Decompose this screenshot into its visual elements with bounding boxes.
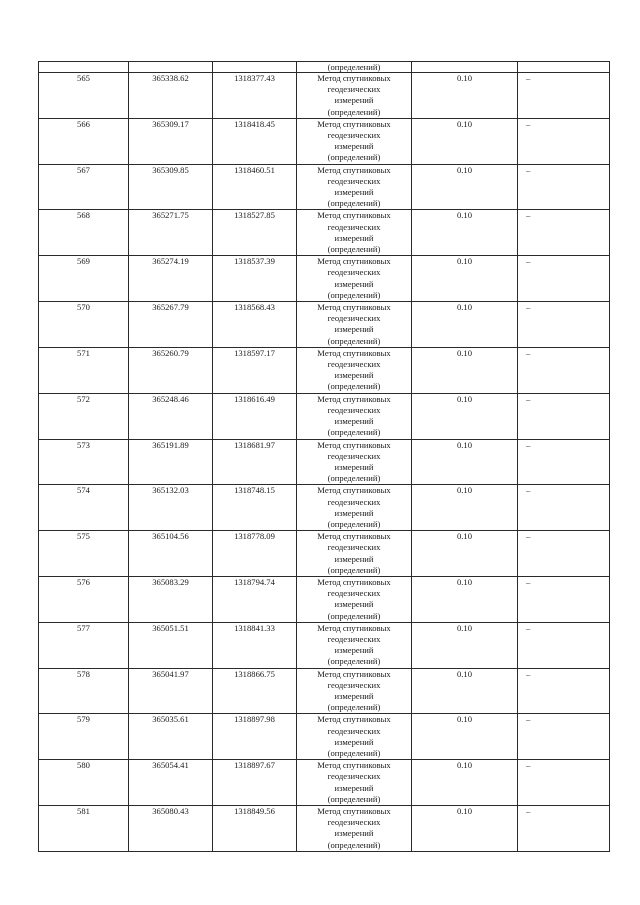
extra-value: – [518,118,610,164]
method-line: геодезических [327,725,381,736]
method-line: измерений [334,828,374,839]
extra-value: – [518,485,610,531]
coordinate-y: 1318897.98 [213,714,297,760]
method-line: (определений) [327,747,381,758]
cell-y [213,62,297,73]
method-line: геодезических [327,313,381,324]
cell-method [297,62,412,73]
method-line: геодезических [327,359,381,370]
extra-value: – [518,393,610,439]
method-line: Метод спутниковых [317,164,391,175]
extra-value: – [518,210,610,256]
method-line: (определений) [327,289,381,300]
method-line: измерений [334,141,374,152]
method-line: геодезических [327,817,381,828]
coordinates-table-wrapper [38,61,609,852]
extra-value: – [518,668,610,714]
method-line: (определений) [327,793,381,804]
method-line: (определений) [327,656,381,667]
mean-error: 0.10 [412,256,518,302]
coordinate-y: 1318597.17 [213,347,297,393]
method-cell [297,668,412,714]
mean-error: 0.10 [412,760,518,806]
method-cell [297,760,412,806]
coordinate-y: 1318849.56 [213,806,297,852]
table-row [39,485,610,531]
method-line: измерений [334,416,374,427]
method-cell [297,347,412,393]
method-line: Метод спутниковых [317,393,391,404]
method-line: измерений [334,324,374,335]
mean-error: 0.10 [412,531,518,577]
table-row [39,806,610,852]
coordinate-y: 1318681.97 [213,439,297,485]
coordinate-y: 1318568.43 [213,302,297,348]
coordinate-x: 365271.75 [129,210,213,256]
coordinate-x: 365080.43 [129,806,213,852]
cell-error [412,62,518,73]
method-line: Метод спутниковых [317,439,391,450]
mean-error: 0.10 [412,393,518,439]
mean-error: 0.10 [412,622,518,668]
method-line: (определений) [327,335,381,346]
table-row [39,668,610,714]
mean-error: 0.10 [412,668,518,714]
table-row [39,622,610,668]
method-line: геодезических [327,496,381,507]
mean-error: 0.10 [412,806,518,852]
coordinate-x: 365051.51 [129,622,213,668]
method-line: измерений [334,461,374,472]
method-line: геодезических [327,450,381,461]
point-number: 574 [39,485,129,531]
method-line: геодезических [327,542,381,553]
point-number: 573 [39,439,129,485]
coordinate-x: 365104.56 [129,531,213,577]
coordinate-x: 365191.89 [129,439,213,485]
coordinate-x: 365054.41 [129,760,213,806]
table-row [39,393,610,439]
method-line: геодезических [327,221,381,232]
method-line: (определений) [327,518,381,529]
point-number: 565 [39,73,129,119]
extra-value: – [518,347,610,393]
method-line: (определений) [327,152,381,163]
method-line: (определений) [327,244,381,255]
mean-error: 0.10 [412,485,518,531]
mean-error: 0.10 [412,439,518,485]
method-line: (определений) [327,610,381,621]
method-cell [297,118,412,164]
method-line: Метод спутниковых [317,531,391,542]
method-line: геодезических [327,175,381,186]
method-cell [297,485,412,531]
coordinate-y: 1318778.09 [213,531,297,577]
point-number: 575 [39,531,129,577]
point-number: 579 [39,714,129,760]
method-line: измерений [334,187,374,198]
method-line: геодезических [327,130,381,141]
point-number: 571 [39,347,129,393]
coordinate-y: 1318748.15 [213,485,297,531]
table-row [39,576,610,622]
table-row [39,760,610,806]
coordinate-y: 1318460.51 [213,164,297,210]
extra-value: – [518,714,610,760]
point-number: 572 [39,393,129,439]
coordinate-x: 365041.97 [129,668,213,714]
mean-error: 0.10 [412,210,518,256]
table-row [39,714,610,760]
mean-error: 0.10 [412,73,518,119]
mean-error: 0.10 [412,714,518,760]
method-cell [297,302,412,348]
coordinate-y: 1318794.74 [213,576,297,622]
coordinate-x: 365248.46 [129,393,213,439]
method-line: измерений [334,278,374,289]
coordinate-x: 365309.85 [129,164,213,210]
method-cell [297,73,412,119]
method-line: (определений) [327,702,381,713]
coordinate-x: 365035.61 [129,714,213,760]
method-line: (определений) [327,106,381,117]
table-row [39,302,610,348]
coordinate-y: 1318377.43 [213,73,297,119]
method-line: измерений [334,232,374,243]
coordinate-y: 1318897.67 [213,760,297,806]
table-row [39,210,610,256]
point-number: 578 [39,668,129,714]
method-cell [297,393,412,439]
table-row [39,256,610,302]
method-line: геодезических [327,679,381,690]
coordinate-x: 365309.17 [129,118,213,164]
point-number: 576 [39,576,129,622]
coordinate-x: 365260.79 [129,347,213,393]
extra-value: – [518,256,610,302]
point-number: 567 [39,164,129,210]
method-line: Метод спутниковых [317,347,391,358]
extra-value: – [518,576,610,622]
coordinate-x: 365267.79 [129,302,213,348]
method-line: измерений [334,736,374,747]
point-number: 581 [39,806,129,852]
point-number: 570 [39,302,129,348]
method-line: (определений) [327,564,381,575]
extra-value: – [518,439,610,485]
method-line: (определений) [327,839,381,850]
table-row [39,118,610,164]
method-line: измерений [334,782,374,793]
mean-error: 0.10 [412,576,518,622]
method-line: Метод спутниковых [317,622,391,633]
coordinate-y: 1318866.75 [213,668,297,714]
point-number: 569 [39,256,129,302]
method-cell [297,622,412,668]
method-line: измерений [334,370,374,381]
table-row [39,164,610,210]
method-line: (определений) [327,427,381,438]
continuation-text: (определений) [327,62,381,72]
method-line: измерений [334,599,374,610]
point-number: 580 [39,760,129,806]
method-line: (определений) [327,198,381,209]
method-cell [297,576,412,622]
point-number: 577 [39,622,129,668]
table-row [39,347,610,393]
coordinate-x: 365274.19 [129,256,213,302]
method-cell [297,806,412,852]
coordinate-y: 1318616.49 [213,393,297,439]
method-line: Метод спутниковых [317,118,391,129]
method-line: Метод спутниковых [317,302,391,313]
method-line: измерений [334,507,374,518]
coordinate-x: 365132.03 [129,485,213,531]
method-cell [297,531,412,577]
extra-value: – [518,622,610,668]
point-number: 568 [39,210,129,256]
method-line: измерений [334,553,374,564]
method-cell [297,439,412,485]
extra-value: – [518,302,610,348]
coordinate-y: 1318418.45 [213,118,297,164]
method-line: (определений) [327,381,381,392]
method-line: Метод спутниковых [317,760,391,771]
extra-value: – [518,164,610,210]
coordinate-y: 1318537.39 [213,256,297,302]
method-line: измерений [334,690,374,701]
cell-x [129,62,213,73]
mean-error: 0.10 [412,164,518,210]
table-row-continuation [39,62,610,73]
cell-extra [518,62,610,73]
method-line: Метод спутниковых [317,485,391,496]
coordinate-x: 365338.62 [129,73,213,119]
table-row [39,73,610,119]
coordinate-y: 1318841.33 [213,622,297,668]
cell-num [39,62,129,73]
coordinate-x: 365083.29 [129,576,213,622]
method-line: измерений [334,95,374,106]
point-number: 566 [39,118,129,164]
method-cell [297,256,412,302]
extra-value: – [518,806,610,852]
coordinate-y: 1318527.85 [213,210,297,256]
extra-value: – [518,760,610,806]
extra-value: – [518,73,610,119]
method-line: геодезических [327,84,381,95]
table-row [39,439,610,485]
method-line: измерений [334,645,374,656]
mean-error: 0.10 [412,118,518,164]
method-line: Метод спутниковых [317,210,391,221]
method-cell [297,714,412,760]
method-line: Метод спутниковых [317,668,391,679]
method-line: Метод спутниковых [317,73,391,83]
method-line: Метод спутниковых [317,576,391,587]
coordinates-table [38,61,610,852]
mean-error: 0.10 [412,302,518,348]
method-line: геодезических [327,588,381,599]
method-line: геодезических [327,404,381,415]
method-line: Метод спутниковых [317,806,391,816]
method-line: геодезических [327,771,381,782]
extra-value: – [518,531,610,577]
table-body [39,62,610,852]
method-line: геодезических [327,633,381,644]
table-row [39,531,610,577]
method-line: Метод спутниковых [317,714,391,725]
mean-error: 0.10 [412,347,518,393]
method-cell [297,164,412,210]
method-line: Метод спутниковых [317,256,391,267]
method-line: геодезических [327,267,381,278]
method-line: (определений) [327,473,381,484]
method-cell [297,210,412,256]
